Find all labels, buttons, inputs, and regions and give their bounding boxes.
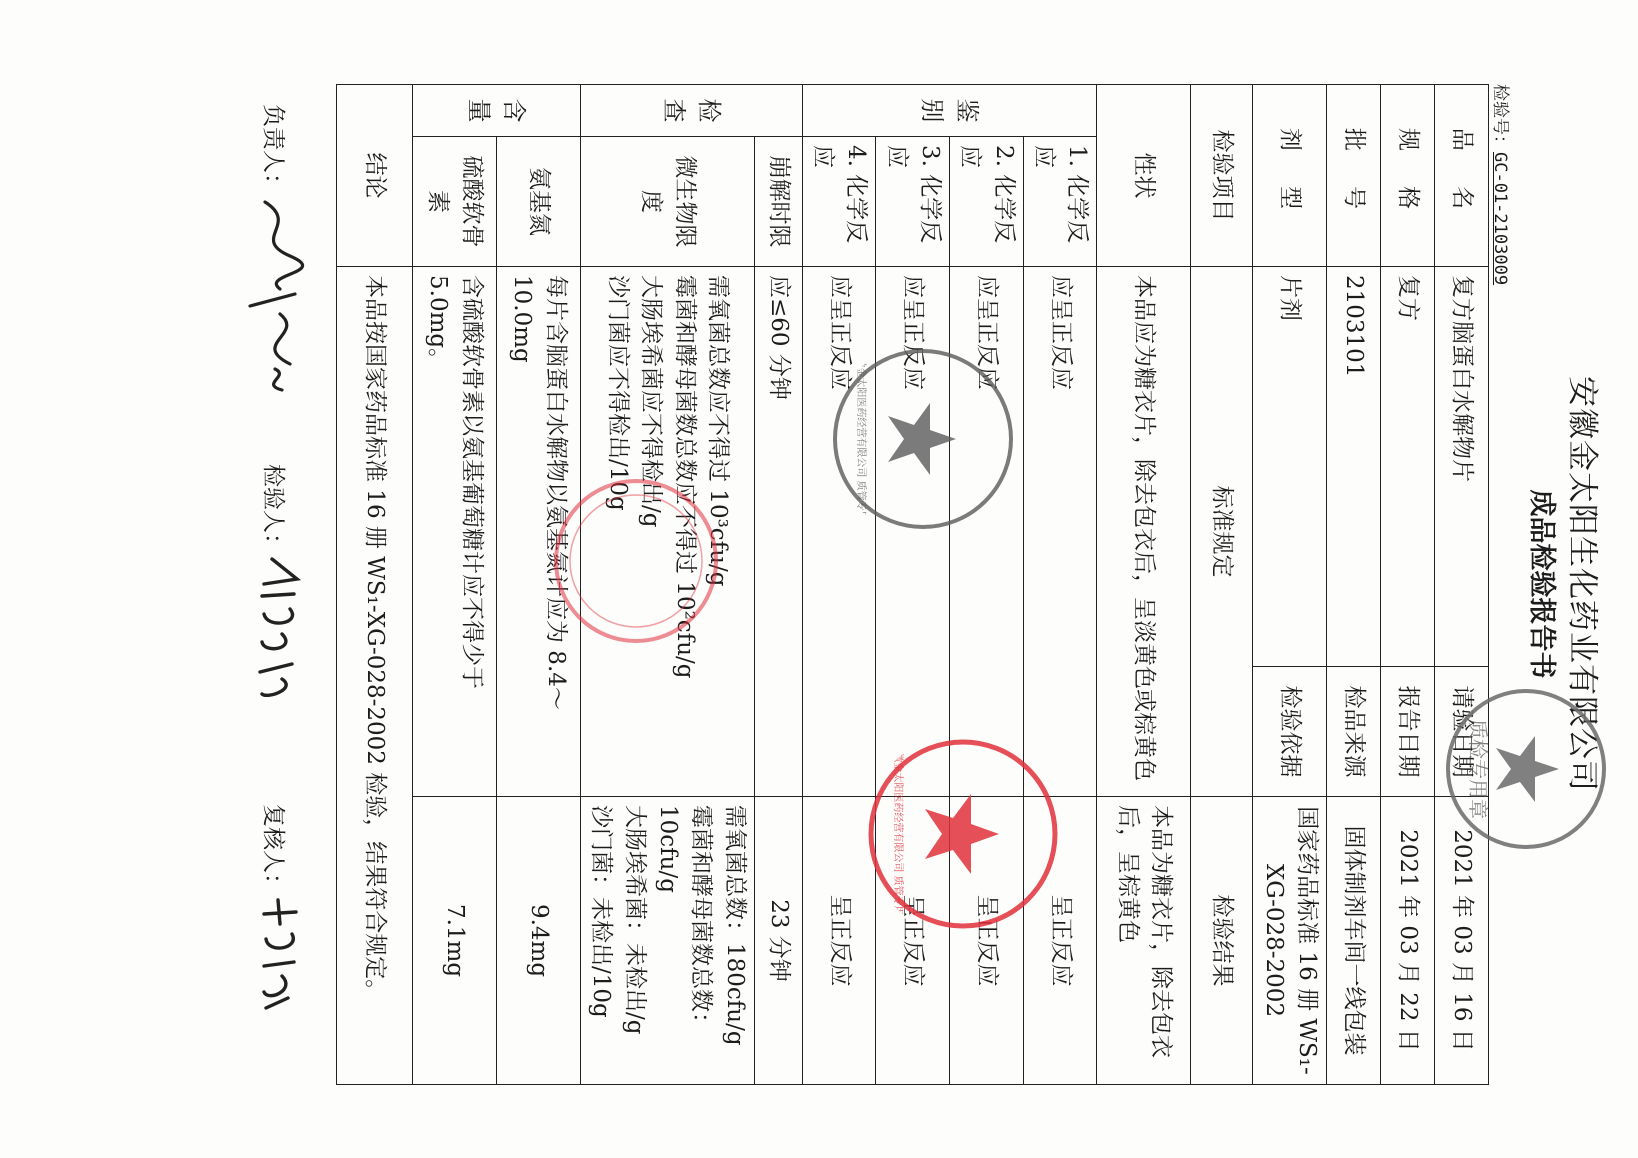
microbial-result-line-1: 需氧菌总数：180cfu/g [721, 805, 748, 1046]
identification-result-3: 呈正反应 [876, 797, 950, 1085]
amino-nitrogen-result: 9.4mg [496, 797, 580, 1085]
form-label: 剂 型 [1253, 85, 1327, 267]
amino-nitrogen-standard: 每片含脑蛋白水解物以氨基氮计应为 8.4～10.0mg [496, 267, 580, 797]
microbial-item: 微生物限度 [580, 137, 754, 267]
inspector-signature [252, 554, 312, 704]
check-group: 检查 [580, 85, 802, 137]
quality-stamp-text: 质检专用章 [1466, 719, 1490, 819]
identification-result-2: 呈正反应 [949, 797, 1023, 1085]
info-row-form [1253, 85, 1327, 1085]
conclusion-text: 本品按国家药品标准 16 册 WS₁-XG-028-2002 检验，结果符合规定。 [336, 267, 412, 1085]
report-date-value: 2021 年 03 月 22 日 [1381, 797, 1435, 1085]
seal-red-small [548, 474, 723, 649]
identification-standard-1: 应呈正反应 [1023, 267, 1097, 797]
spec-label: 规 格 [1381, 85, 1435, 267]
disintegration-item: 崩解时限 [754, 137, 802, 267]
quality-stamp [1441, 684, 1611, 854]
report-body [220, 84, 1603, 1084]
identification-item-3: 3. 化学反应 [876, 137, 950, 267]
reviewer-signature [258, 894, 308, 1014]
info-row-product [1435, 85, 1489, 1085]
conclusion-item: 结论 [336, 85, 412, 267]
row-disintegration [754, 85, 802, 1085]
row-identification-2 [949, 85, 1023, 1085]
microbial-result [580, 797, 754, 1085]
form-value: 片剂 [1253, 267, 1327, 667]
identification-standard-2: 应呈正反应 [949, 267, 1023, 797]
business-stamp-gray-text: 安徽金太阳医药经营有限公司 质管专用章 [855, 347, 866, 531]
column-header-row [1191, 85, 1253, 1085]
microbial-result-line-2: 霉菌和酵母菌数总数：10cfu/g [654, 805, 715, 1035]
report-document [0, 4, 1638, 1154]
signature-row [220, 84, 330, 1084]
report-number-value: GC-01-2103009 [1490, 152, 1510, 286]
disintegration-result: 23 分钟 [754, 797, 802, 1085]
batch-value: 2103101 [1327, 267, 1381, 667]
identification-item-4: 4. 化学反应 [802, 137, 876, 267]
row-identification-1 [1023, 85, 1097, 1085]
source-value: 固体制剂车间一线包装 [1327, 797, 1381, 1085]
batch-label: 批 号 [1327, 85, 1381, 267]
microbial-result-line-3: 大肠埃希菌：未检出/g [621, 805, 648, 1035]
row-identification-3 [876, 85, 950, 1085]
chondroitin-standard: 含硫酸软骨素以氨基葡萄糖计应不得少于 5.0mg。 [412, 267, 496, 797]
identification-group: 鉴别 [802, 85, 1097, 137]
company-name: 安徽金太阳生化药业有限公司 [1564, 376, 1600, 792]
identification-result-1: 呈正反应 [1023, 797, 1097, 1085]
microbial-standard-line-1: 需氧菌总数应不得过 10³cfu/g [704, 275, 731, 587]
responsible-signature [240, 194, 320, 394]
chondroitin-item: 硫酸软骨素 [412, 137, 496, 267]
disintegration-standard: 应≤60 分钟 [754, 267, 802, 797]
identification-item-1: 1. 化学反应 [1023, 137, 1097, 267]
identification-result-4: 呈正反应 [802, 797, 876, 1085]
product-value: 复方脑蛋白水解物片 [1435, 267, 1489, 667]
info-row-batch [1327, 85, 1381, 1085]
business-stamp-red [863, 734, 1063, 934]
column-result: 检验结果 [1191, 797, 1253, 1085]
business-stamp-gray [828, 344, 1018, 534]
inspect-date-value: 2021 年 03 月 16 日 [1435, 797, 1489, 1085]
appearance-item: 性状 [1097, 85, 1191, 267]
appearance-result: 本品为糖衣片，除去包衣后，呈棕黄色 [1097, 797, 1191, 1085]
business-stamp-red-text: 安徽金太阳医药经营有限公司 质管专用章 [892, 742, 903, 926]
basis-value: 国家药品标准 16 册 WS₁-XG-028-2002 [1253, 797, 1327, 1085]
inspect-date-label: 请验日期 [1435, 667, 1489, 797]
identification-item-2: 2. 化学反应 [949, 137, 1023, 267]
microbial-standard-line-3: 大肠埃希菌应不得检出/g [638, 275, 665, 528]
row-appearance [1097, 85, 1191, 1085]
amino-nitrogen-item: 氨基氮 [496, 137, 580, 267]
content-group: 含量 [412, 85, 580, 137]
report-date-label: 报告日期 [1381, 667, 1435, 797]
identification-standard-3: 应呈正反应 [876, 267, 950, 797]
product-label: 品 名 [1435, 85, 1489, 267]
source-label: 检品来源 [1327, 667, 1381, 797]
report-number [1490, 84, 1515, 285]
report-meta [1489, 84, 1523, 1084]
responsible-label: 负责人： [259, 104, 286, 196]
info-row-spec [1381, 85, 1435, 1085]
report-title: 成品检验报告书 [1526, 489, 1557, 679]
inspector-label: 检验人： [259, 464, 286, 556]
basis-label: 检验依据 [1253, 667, 1327, 797]
report-number-label: 检验号： [1490, 84, 1510, 152]
column-standard: 标准规定 [1191, 267, 1253, 797]
identification-standard-4: 应呈正反应 [802, 267, 876, 797]
microbial-standard-line-2: 霉菌和酵母菌数总数应不得过 10²cfu/g [671, 275, 698, 679]
appearance-standard: 本品应为糖衣片，除去包衣后，呈淡黄色或棕黄色 [1097, 267, 1191, 797]
row-chondroitin [412, 85, 496, 1085]
inspection-table [336, 84, 1489, 1085]
reviewer-label: 复核人： [259, 804, 286, 896]
microbial-result-line-4: 沙门菌：未检出/10g [588, 805, 615, 1018]
chondroitin-result: 7.1mg [412, 797, 496, 1085]
microbial-standard-line-4: 沙门菌应不得检出/10g [604, 275, 631, 511]
column-item: 检验项目 [1191, 85, 1253, 267]
spec-value: 复方 [1381, 267, 1435, 667]
row-conclusion [336, 85, 412, 1085]
row-identification-4 [802, 85, 876, 1085]
